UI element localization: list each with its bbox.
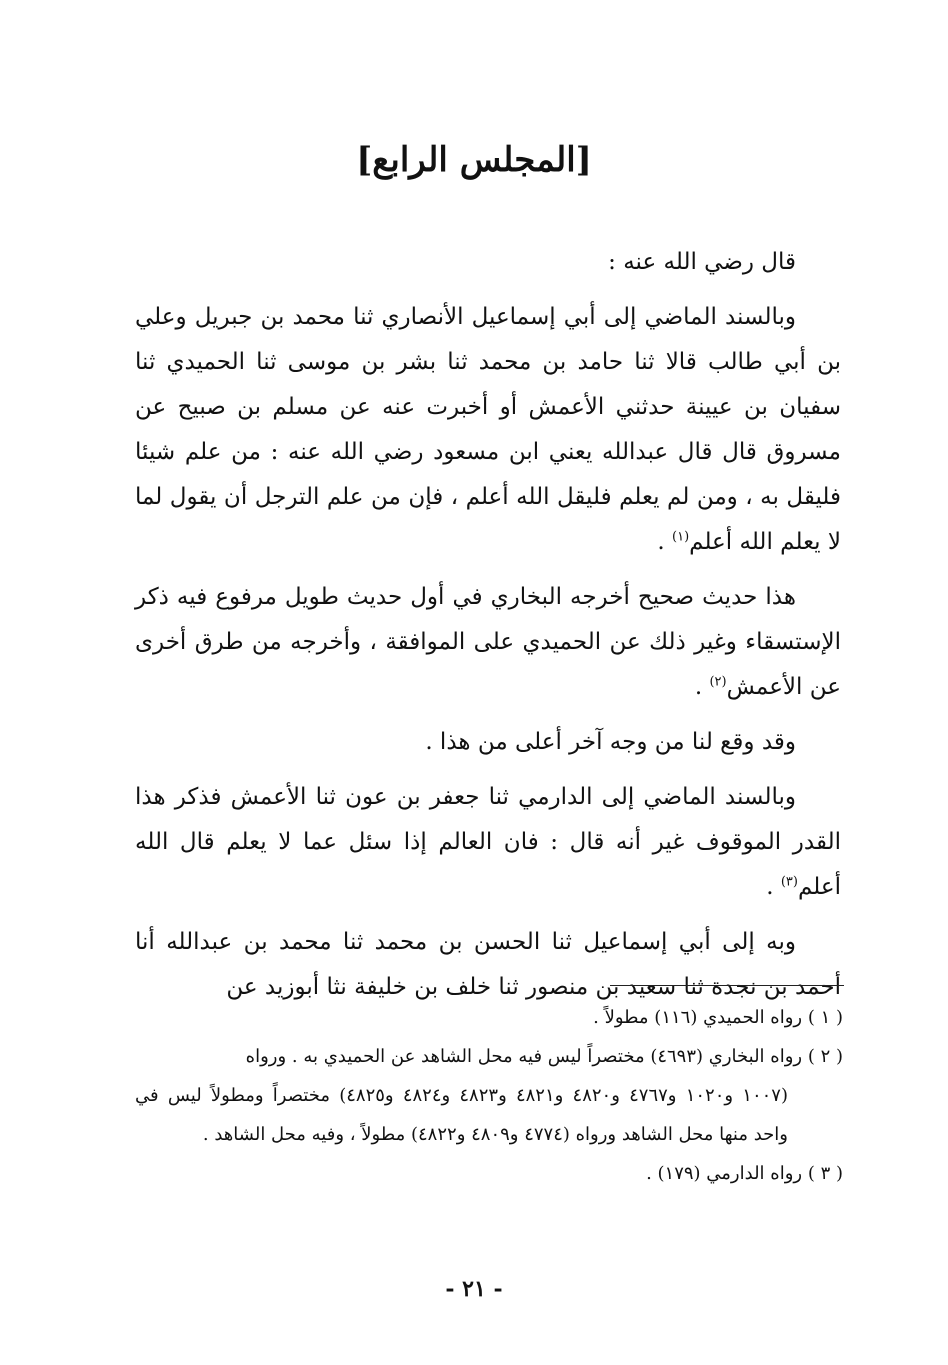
- paragraph-darimi-chain-text: وبالسند الماضي إلى الدارمي ثنا جعفر بن عون ثنا الأعمش فذكر هذا القدر الموقوف غير أنه قال : فان العالم إذا سئل عما لا يعلم قال الله أعلم: [135, 784, 841, 900]
- paragraph-darimi-chain-end: .: [766, 874, 781, 900]
- page-number: - ٢١ -: [445, 1276, 503, 1302]
- footnote-ref-2[interactable]: (٢): [709, 674, 727, 690]
- paragraph-darimi-chain: [135, 775, 841, 910]
- footnote-divider: [610, 985, 844, 986]
- footnote-ref-3[interactable]: (٣): [780, 874, 798, 890]
- paragraph-continued-chain: [135, 920, 841, 1010]
- main-text: [135, 240, 841, 1020]
- footnote-1: ( ١ ) رواه الحميدي (١١٦) مطولاً .: [593, 1007, 843, 1028]
- paragraph-hadith-chain-text: وبالسند الماضي إلى أبي إسماعيل الأنصاري ثنا محمد بن جبريل وعلي بن أبي طالب قالا ثنا حامد بن محمد ثنا بشر بن موسى ثنا الحميدي ثنا سفيان بن عيينة حدثني الأعمش أو أخبرت عنه عن مسلم بن صبيح عن مسروق قال قال عبدالله يعني ابن مسعود رضي الله عنه : من علم شيئا فليقل به ، ومن لم يعلم فليقل الله أعلم ، فإن من علم الترجل أن يقول لما لا يعلم الله أعلم: [135, 304, 841, 555]
- paragraph-commentary-end: .: [694, 674, 710, 700]
- paragraph-hadith-chain: [135, 295, 841, 565]
- paragraph-intro-text: قال رضي الله عنه :: [608, 249, 796, 275]
- paragraph-another-route: [135, 720, 841, 765]
- paragraph-commentary-text: هذا حديث صحيح أخرجه البخاري في أول حديث طويل مرفوع فيه ذكر الإستسقاء وغير ذلك عن الحميدي على الموافقة ، وأخرجه من طرق أخرى عن الأعمش: [135, 584, 841, 700]
- footnote-2-continued: (١٠٠٧ و١٠٢٠ و٤٧٦٧ و٤٨٢٠ و٤٨٢١ و٤٨٢٣ و٤٨٢٤ و٤٨٢٥) مختصراً ومطولاً ليس في واحد منها محل الشاهد ورواه (٤٧٧٤ و٤٨٠٩ و٤٨٢٢) مطولاً ، وفيه محل الشاهد .: [135, 1085, 788, 1145]
- footnote-3: ( ٣ ) رواه الدارمي (١٧٩) .: [646, 1163, 843, 1184]
- paragraph-another-route-text: وقد وقع لنا من وجه آخر أعلى من هذا .: [425, 729, 796, 755]
- chapter-title: [المجلس الرابع]: [356, 140, 592, 180]
- footnote-2: ( ٢ ) رواه البخاري (٤٦٩٣) مختصراً ليس فيه محل الشاهد عن الحميدي به . ورواه: [245, 1046, 843, 1067]
- paragraph-intro: [135, 240, 841, 285]
- paragraph-commentary: [135, 575, 841, 710]
- footnote-ref-1[interactable]: (١): [672, 529, 690, 545]
- paragraph-hadith-chain-end: .: [657, 529, 672, 555]
- footnotes-section: [135, 998, 843, 1193]
- paragraph-continued-chain-text: وبه إلى أبي إسماعيل ثنا الحسن بن محمد ثنا محمد بن عبدالله أنا أحمد بن نجدة ثنا سعيد بن منصور ثنا خلف بن خليفة نثا أبوزيد عن: [135, 929, 841, 1000]
